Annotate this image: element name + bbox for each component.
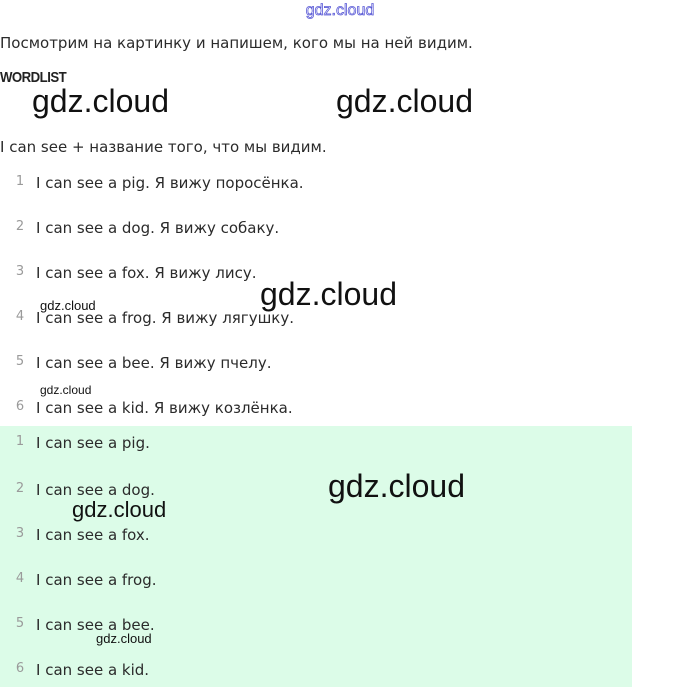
- list-item: [0, 561, 632, 606]
- watermark: gdz.cloud: [96, 631, 152, 646]
- item-number: 3: [15, 526, 25, 541]
- item-number: 5: [15, 616, 25, 631]
- item-number: 2: [15, 481, 25, 496]
- list-item: [0, 386, 632, 431]
- list-item: [0, 651, 632, 696]
- item-number: 1: [15, 434, 25, 449]
- item-text: I can see a pig. Я вижу поросёнка.: [36, 174, 304, 192]
- list-item: [0, 426, 632, 471]
- item-text: I can see a kid.: [36, 661, 150, 679]
- list-item: [0, 206, 632, 251]
- item-number: 2: [15, 219, 25, 234]
- item-number: 5: [15, 354, 25, 369]
- watermark: gdz.cloud: [32, 83, 169, 119]
- answer-list: [0, 426, 632, 687]
- watermark: gdz.cloud: [72, 497, 167, 522]
- item-number: 6: [15, 399, 25, 414]
- watermark: gdz.cloud: [40, 298, 96, 313]
- top-watermark: gdz.cloud: [305, 2, 375, 19]
- item-text: I can see a fox.: [36, 526, 150, 544]
- item-text: I can see a frog. Я вижу лягушку.: [36, 309, 294, 327]
- item-number: 3: [15, 264, 25, 279]
- item-text: I can see a fox. Я вижу лису.: [36, 264, 257, 282]
- watermark: gdz.cloud: [336, 83, 473, 119]
- watermark: gdz.cloud: [328, 468, 465, 504]
- item-number: 4: [15, 571, 25, 586]
- watermark: gdz.cloud: [40, 383, 92, 397]
- item-text: I can see a dog.: [36, 481, 155, 499]
- item-text: I can see a bee. Я вижу пчелу.: [36, 354, 272, 372]
- item-number: 1: [15, 174, 25, 189]
- item-number: 6: [15, 661, 25, 676]
- item-text: I can see a frog.: [36, 571, 157, 589]
- task-intro: Посмотрим на картинку и напишем, кого мы на ней видим.: [0, 34, 473, 52]
- item-text: I can see a pig.: [36, 434, 150, 452]
- item-text: I can see a dog. Я вижу собаку.: [36, 219, 280, 237]
- list-item: [0, 606, 632, 651]
- watermark: gdz.cloud: [260, 276, 397, 312]
- list-item: [0, 161, 632, 206]
- list-item: [0, 341, 632, 386]
- item-text: I can see a bee.: [36, 616, 155, 634]
- task-hint: I can see + название того, что мы видим.: [0, 138, 327, 156]
- wordlist-heading: WORDLIST: [0, 69, 67, 86]
- item-number: 4: [15, 309, 25, 324]
- item-text: I can see a kid. Я вижу козлёнка.: [36, 399, 293, 417]
